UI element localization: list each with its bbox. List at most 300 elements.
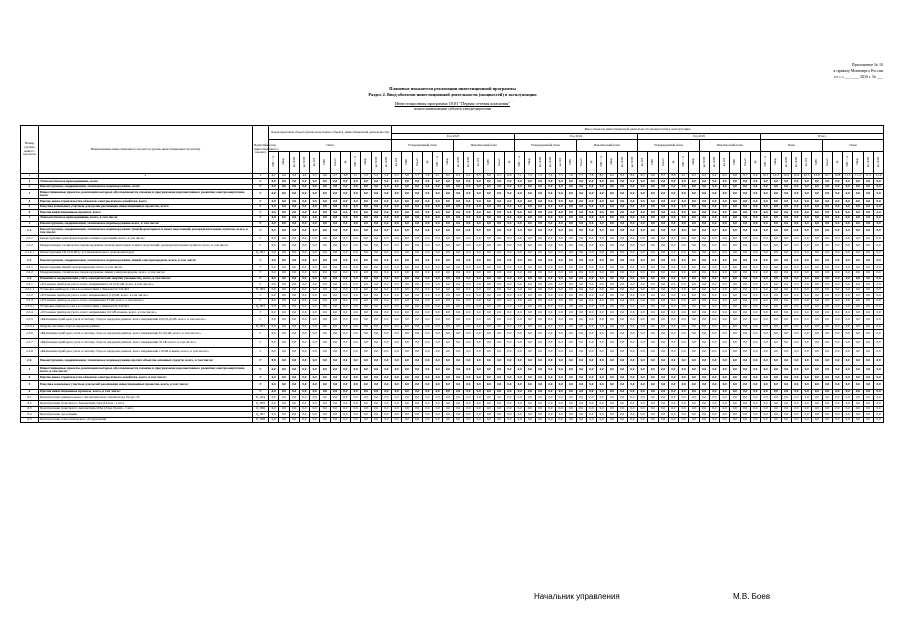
value-cell: 0,0 (433, 250, 443, 256)
value-cell: 0,0 (720, 310, 730, 316)
value-cell: 0,0 (525, 412, 535, 418)
row-name: Инвестиционные проекты, реализация которых обусловливается схемами и программами перспективного развития электроэнергетики, всего, в том числе: (39, 366, 253, 375)
row-id: N_004 (253, 395, 269, 401)
value-cell: 0,0 (730, 304, 740, 310)
value-cell: 0,0 (761, 179, 771, 185)
value-cell: 0,0 (576, 375, 586, 381)
value-cell: 0,0 (822, 401, 832, 407)
value-cell: 0,0 (494, 412, 504, 418)
value-cell: 0,0 (638, 287, 648, 293)
value-cell: 0,0 (822, 375, 832, 381)
value-cell: 0,0 (761, 366, 771, 375)
value-cell: 0,0 (627, 315, 637, 324)
value-cell: 0,0 (412, 366, 422, 375)
value-cell: 0,0 (361, 375, 371, 381)
value-cell: 0,0 (720, 339, 730, 348)
value-cell: 0,0 (433, 348, 443, 357)
value-cell: 0,0 (412, 406, 422, 412)
value-cell: 0,0 (730, 241, 740, 250)
value-cell: 0,0 (873, 236, 884, 242)
value-cell: 0,0 (586, 298, 596, 304)
value-cell: 0,0 (689, 310, 699, 316)
value-cell: 0,0 (843, 324, 853, 330)
value-cell: 0,0 (658, 276, 668, 282)
value-cell: 0,0 (330, 412, 340, 418)
value-cell: 0,0 (494, 324, 504, 330)
value-cell: 0,0 (586, 389, 596, 395)
value-cell: 0,0 (474, 315, 484, 324)
value-cell: 0,0 (351, 287, 361, 293)
value-cell: 0,0 (607, 282, 617, 288)
header-unit: Гкал/ч (412, 152, 422, 174)
value-cell: 0,0 (771, 287, 781, 293)
value-cell: 0,0 (648, 221, 658, 227)
value-cell: 0,0 (433, 304, 443, 310)
value-cell: 0,0 (709, 236, 719, 242)
value-cell: 0,0 (576, 324, 586, 330)
value-cell: 0,0 (299, 256, 309, 265)
value-cell: 0,0 (535, 304, 545, 310)
value-cell: 0,0 (361, 282, 371, 288)
value-cell: 0,0 (750, 348, 760, 357)
value-cell: 0,0 (289, 215, 299, 221)
value-cell: 0,0 (545, 227, 555, 236)
value-cell: 0,0 (617, 265, 627, 271)
value-cell: 0,0 (699, 282, 709, 288)
value-cell: 0,0 (371, 375, 381, 381)
value-cell: 0,0 (668, 339, 678, 348)
value-cell: 0,0 (484, 265, 494, 271)
value-cell: 0,0 (617, 304, 627, 310)
value-cell: 0,0 (504, 401, 514, 407)
row-number: 6.1 (21, 395, 39, 401)
value-cell: 0,0 (310, 204, 320, 210)
value-cell: 0,0 (535, 179, 545, 185)
value-cell: 0,0 (853, 324, 863, 330)
value-cell: 0,0 (504, 265, 514, 271)
value-cell: 0,0 (679, 348, 689, 357)
value-cell: 0,0 (545, 199, 555, 205)
header-unit: Гкал/ч (576, 152, 586, 174)
value-cell: 0,0 (597, 417, 607, 423)
value-cell: 0,0 (740, 389, 750, 395)
value-cell: 0,0 (289, 395, 299, 401)
value-cell: 0,0 (668, 324, 678, 330)
value-cell: 0,0 (402, 250, 412, 256)
value-cell: 0,0 (822, 215, 832, 221)
value-cell: 0,0 (351, 389, 361, 395)
value-cell: 0,0 (853, 375, 863, 381)
value-cell: 0,0 (740, 357, 750, 366)
value-cell: 0,0 (566, 184, 576, 190)
column-number: 9.8 (750, 174, 760, 179)
header-year: Год 2025 (638, 134, 761, 140)
value-cell: 0,0 (720, 304, 730, 310)
value-cell: 0,0 (340, 324, 350, 330)
value-cell: 0,0 (545, 330, 555, 339)
value-cell: 0,0 (289, 282, 299, 288)
value-cell: 0,0 (422, 270, 432, 276)
value-cell: 0,0 (873, 190, 884, 199)
value-cell: 0,0 (566, 366, 576, 375)
value-cell: 0,0 (463, 236, 473, 242)
value-cell: 0,0 (412, 412, 422, 418)
value-cell: 0,0 (330, 221, 340, 227)
value-cell: 0,0 (699, 241, 709, 250)
value-cell: 0,0 (576, 282, 586, 288)
value-cell: 0,0 (494, 276, 504, 282)
header-unit: Мвар (443, 152, 453, 174)
value-cell: 0,0 (873, 293, 884, 299)
value-cell: 0,0 (853, 348, 863, 357)
value-cell: 0,0 (709, 339, 719, 348)
value-cell: 0,0 (504, 179, 514, 185)
value-cell: 0,0 (443, 265, 453, 271)
header-year: Год 2024 (515, 134, 638, 140)
value-cell: 0,0 (750, 204, 760, 210)
value-cell: 0,0 (463, 366, 473, 375)
value-cell: 0,0 (627, 282, 637, 288)
value-cell: 0,0 (392, 236, 402, 242)
value-cell: 0,0 (638, 304, 648, 310)
value-cell: 0,0 (771, 179, 781, 185)
value-cell: 0,0 (402, 287, 412, 293)
value-cell: 0,0 (556, 190, 566, 199)
value-cell: 0,0 (412, 293, 422, 299)
value-cell: 0,0 (679, 357, 689, 366)
value-cell: 0,0 (730, 310, 740, 316)
value-cell: 0,0 (668, 366, 678, 375)
value-cell: 0,0 (556, 241, 566, 250)
value-cell: 0,0 (361, 395, 371, 401)
value-cell: 0,0 (740, 412, 750, 418)
value-cell: 0,0 (279, 256, 289, 265)
value-cell: 0,0 (310, 215, 320, 221)
value-cell: 0,0 (453, 210, 463, 216)
value-cell: 0,0 (607, 236, 617, 242)
value-cell: 0,0 (802, 210, 812, 216)
value-cell: 0,0 (730, 265, 740, 271)
value-cell: 0,0 (607, 330, 617, 339)
value-cell: 0,0 (474, 412, 484, 418)
row-number: 2.3.3.1 (21, 304, 39, 310)
value-cell: 0,0 (381, 412, 391, 418)
value-cell: 0,0 (791, 348, 801, 357)
value-cell: 0,0 (474, 310, 484, 316)
value-cell: 0,0 (689, 395, 699, 401)
value-cell: 0,0 (402, 215, 412, 221)
value-cell: 0,0 (822, 204, 832, 210)
value-cell: 0,0 (832, 227, 842, 236)
value-cell: 0,0 (474, 227, 484, 236)
value-cell: 0,0 (525, 324, 535, 330)
value-cell: 0,0 (658, 324, 668, 330)
value-cell: 0,0 (381, 357, 391, 366)
value-cell: 0,0 (812, 417, 822, 423)
column-number: 8.3 (617, 174, 627, 179)
value-cell: 0,0 (525, 389, 535, 395)
value-cell: 0,0 (658, 184, 668, 190)
value-cell: 0,0 (299, 287, 309, 293)
value-cell: 0,0 (310, 395, 320, 401)
value-cell: 0,0 (443, 236, 453, 242)
value-cell: 0,0 (638, 412, 648, 418)
value-cell: 0,0 (658, 310, 668, 316)
header-project-id: Идентификатор инвестиционного проекта (253, 126, 269, 174)
value-cell: 0,0 (740, 310, 750, 316)
value-cell: 0,0 (545, 366, 555, 375)
row-name: Установка приборов учета в соответствии с Законом № 522-ФЗ (39, 304, 253, 310)
value-cell: 0,0 (484, 210, 494, 216)
value-cell: 0,0 (699, 330, 709, 339)
value-cell: 0,0 (822, 184, 832, 190)
value-cell: 0,0 (289, 389, 299, 395)
value-cell: 0,0 (802, 179, 812, 185)
value-cell: 0,0 (402, 199, 412, 205)
value-cell: 0,0 (525, 199, 535, 205)
value-cell: 0,0 (330, 357, 340, 366)
column-number: 6.6 (484, 174, 494, 179)
value-cell: 0,0 (740, 265, 750, 271)
header-plan-type: План (822, 140, 884, 152)
value-cell: 0,0 (381, 204, 391, 210)
value-cell: 0,0 (863, 276, 873, 282)
value-cell: 0,0 (802, 298, 812, 304)
value-cell: 0,0 (699, 287, 709, 293)
header-unit: МВ×А (433, 152, 443, 174)
value-cell: 0,0 (699, 265, 709, 271)
value-cell: 0,0 (709, 276, 719, 282)
value-cell: 0,0 (750, 265, 760, 271)
value-cell: 0,0 (463, 389, 473, 395)
value-cell: 0,0 (627, 395, 637, 401)
value-cell: 0,0 (638, 236, 648, 242)
value-cell: 0,0 (771, 221, 781, 227)
value-cell: 0,0 (730, 227, 740, 236)
value-cell: 0,0 (310, 210, 320, 216)
value-cell: 0,0 (679, 215, 689, 221)
value-cell: 0,0 (453, 315, 463, 324)
value-cell: 0,0 (392, 227, 402, 236)
value-cell: 0,0 (289, 406, 299, 412)
value-cell: 0,0 (269, 287, 279, 293)
value-cell: 0,0 (474, 241, 484, 250)
value-cell: 0,0 (740, 241, 750, 250)
header-unit: км ЛЭП (289, 152, 299, 174)
value-cell: 0,0 (679, 324, 689, 330)
value-cell: 0,0 (720, 380, 730, 389)
value-cell: 0,0 (320, 315, 330, 324)
value-cell: 0,0 (730, 270, 740, 276)
value-cell: 0,0 (504, 412, 514, 418)
value-cell: 0,0 (812, 241, 822, 250)
value-cell: 0,0 (689, 215, 699, 221)
value-cell: 0,0 (269, 412, 279, 418)
header-project-name: Наименование инвестиционного проекта (группы инвестиционных проектов) (39, 126, 253, 174)
row-number: 2.1.1 (21, 236, 39, 242)
value-cell: 0,0 (289, 412, 299, 418)
value-cell: 0,0 (310, 417, 320, 423)
value-cell: 0,0 (658, 282, 668, 288)
value-cell: 0,0 (638, 204, 648, 210)
value-cell: 0,0 (515, 406, 525, 412)
value-cell: 0,0 (279, 227, 289, 236)
value-cell: 0,0 (679, 412, 689, 418)
value-cell: 0,0 (515, 199, 525, 205)
value-cell: 0,0 (668, 265, 678, 271)
value-cell: 0,0 (699, 366, 709, 375)
value-cell: 0,0 (658, 221, 668, 227)
value-cell: 0,0 (873, 310, 884, 316)
value-cell: 0,0 (351, 241, 361, 250)
value-cell: 0,0 (853, 276, 863, 282)
row-name: «Установка приборов учета, класс напряжения 6 (10) кВ, всего, в том числе:» (39, 293, 253, 299)
value-cell: 0,0 (556, 215, 566, 221)
value-cell: 0,0 (443, 406, 453, 412)
value-cell: 0,0 (310, 221, 320, 227)
value-cell: 0,0 (586, 366, 596, 375)
value-cell: 0,0 (740, 179, 750, 185)
value-cell: 0,0 (320, 282, 330, 288)
value-cell: 0,0 (638, 190, 648, 199)
value-cell: 0,0 (822, 330, 832, 339)
value-cell: 0,0 (668, 401, 678, 407)
value-cell: 0,0 (750, 324, 760, 330)
value-cell: 0,0 (320, 304, 330, 310)
value-cell: 0,0 (638, 184, 648, 190)
value-cell: 0,0 (474, 215, 484, 221)
header-plan-type: Фактический план (576, 140, 638, 152)
value-cell: 0,0 (535, 287, 545, 293)
value-cell: 0,0 (607, 324, 617, 330)
value-cell: 0,0 (720, 389, 730, 395)
value-cell: 0,0 (607, 310, 617, 316)
value-cell: 0,0 (433, 256, 443, 265)
column-number: 7.2 (525, 174, 535, 179)
value-cell: 0,0 (648, 357, 658, 366)
value-cell: 0,0 (853, 199, 863, 205)
header-unit: км ЛЭП (873, 152, 884, 174)
value-cell: 0,0 (791, 227, 801, 236)
value-cell: 0,0 (556, 417, 566, 423)
value-cell: 0,0 (412, 395, 422, 401)
value-cell: 0,0 (371, 412, 381, 418)
value-cell: 0,0 (843, 304, 853, 310)
value-cell: 0,0 (412, 184, 422, 190)
value-cell: 0,0 (627, 366, 637, 375)
value-cell: 0,0 (597, 330, 607, 339)
value-cell: 0,0 (699, 204, 709, 210)
column-number: 4.3 (289, 174, 299, 179)
value-cell: 0,0 (433, 287, 443, 293)
value-cell: 0,0 (720, 330, 730, 339)
value-cell: 0,0 (545, 236, 555, 242)
value-cell: 0,0 (627, 339, 637, 348)
value-cell: 0,0 (617, 324, 627, 330)
value-cell: 0,0 (351, 184, 361, 190)
value-cell: 0,0 (648, 215, 658, 221)
value-cell: 0,0 (740, 287, 750, 293)
value-cell: 0,0 (607, 204, 617, 210)
value-cell: 0,0 (299, 293, 309, 299)
value-cell: 0,0 (607, 417, 617, 423)
value-cell: 0,0 (658, 236, 668, 242)
value-cell: 0,0 (730, 210, 740, 216)
value-cell: 0,0 (699, 270, 709, 276)
row-id: Г (253, 204, 269, 210)
value-cell: 0,0 (873, 265, 884, 271)
value-cell: 0,0 (279, 395, 289, 401)
value-cell: 0,0 (299, 282, 309, 288)
column-number: 4.7 (330, 174, 340, 179)
value-cell: 0,0 (709, 315, 719, 324)
value-cell: 0,0 (515, 236, 525, 242)
value-cell: 0,0 (648, 210, 658, 216)
value-cell: 0,0 (351, 293, 361, 299)
value-cell: 0,0 (566, 199, 576, 205)
value-cell: 0,0 (627, 227, 637, 236)
value-cell: 0,0 (802, 256, 812, 265)
value-cell: 0,0 (320, 310, 330, 316)
column-number: 6.8 (504, 174, 514, 179)
value-cell: 0,0 (525, 276, 535, 282)
value-cell: 0,0 (453, 406, 463, 412)
value-cell: 0,0 (269, 366, 279, 375)
value-cell: 0,0 (843, 184, 853, 190)
value-cell: 0,0 (566, 215, 576, 221)
value-cell: 0,0 (771, 315, 781, 324)
value-cell: 0,0 (453, 199, 463, 205)
value-cell: 0,0 (791, 315, 801, 324)
value-cell: 0,0 (843, 256, 853, 265)
header-unit: МВ×А (351, 152, 361, 174)
value-cell: 0,0 (853, 395, 863, 401)
value-cell: 0,0 (504, 204, 514, 210)
value-cell: 0,0 (597, 270, 607, 276)
value-cell: 0,0 (515, 184, 525, 190)
value-cell: 0,0 (658, 287, 668, 293)
value-cell: 0,0 (607, 270, 617, 276)
value-cell: 0,0 (750, 210, 760, 216)
column-number: 10.8 (832, 174, 842, 179)
value-cell: 0,0 (699, 315, 709, 324)
value-cell: 0,0 (422, 357, 432, 366)
header-plan-type: Утвержденный план (638, 140, 700, 152)
value-cell: 0,0 (607, 380, 617, 389)
value-cell: 0,0 (412, 210, 422, 216)
value-cell: 0,0 (750, 375, 760, 381)
value-cell: 0,0 (402, 184, 412, 190)
value-cell: 0,0 (586, 330, 596, 339)
value-cell: 0,0 (279, 190, 289, 199)
value-cell: 0,0 (310, 250, 320, 256)
value-cell: 0,0 (402, 339, 412, 348)
value-cell: 0,0 (289, 339, 299, 348)
value-cell: 0,0 (740, 330, 750, 339)
value-cell: 0,0 (463, 324, 473, 330)
value-cell: 0,0 (627, 265, 637, 271)
value-cell: 0,0 (453, 395, 463, 401)
value-cell: 0,0 (320, 417, 330, 423)
value-cell: 0,0 (504, 366, 514, 375)
value-cell: 0,0 (689, 412, 699, 418)
value-cell: 0,0 (463, 250, 473, 256)
value-cell: 0,0 (720, 215, 730, 221)
value-cell: 0,0 (361, 204, 371, 210)
value-cell: 0,0 (607, 241, 617, 250)
value-cell: 0,0 (279, 184, 289, 190)
value-cell: 0,0 (381, 293, 391, 299)
